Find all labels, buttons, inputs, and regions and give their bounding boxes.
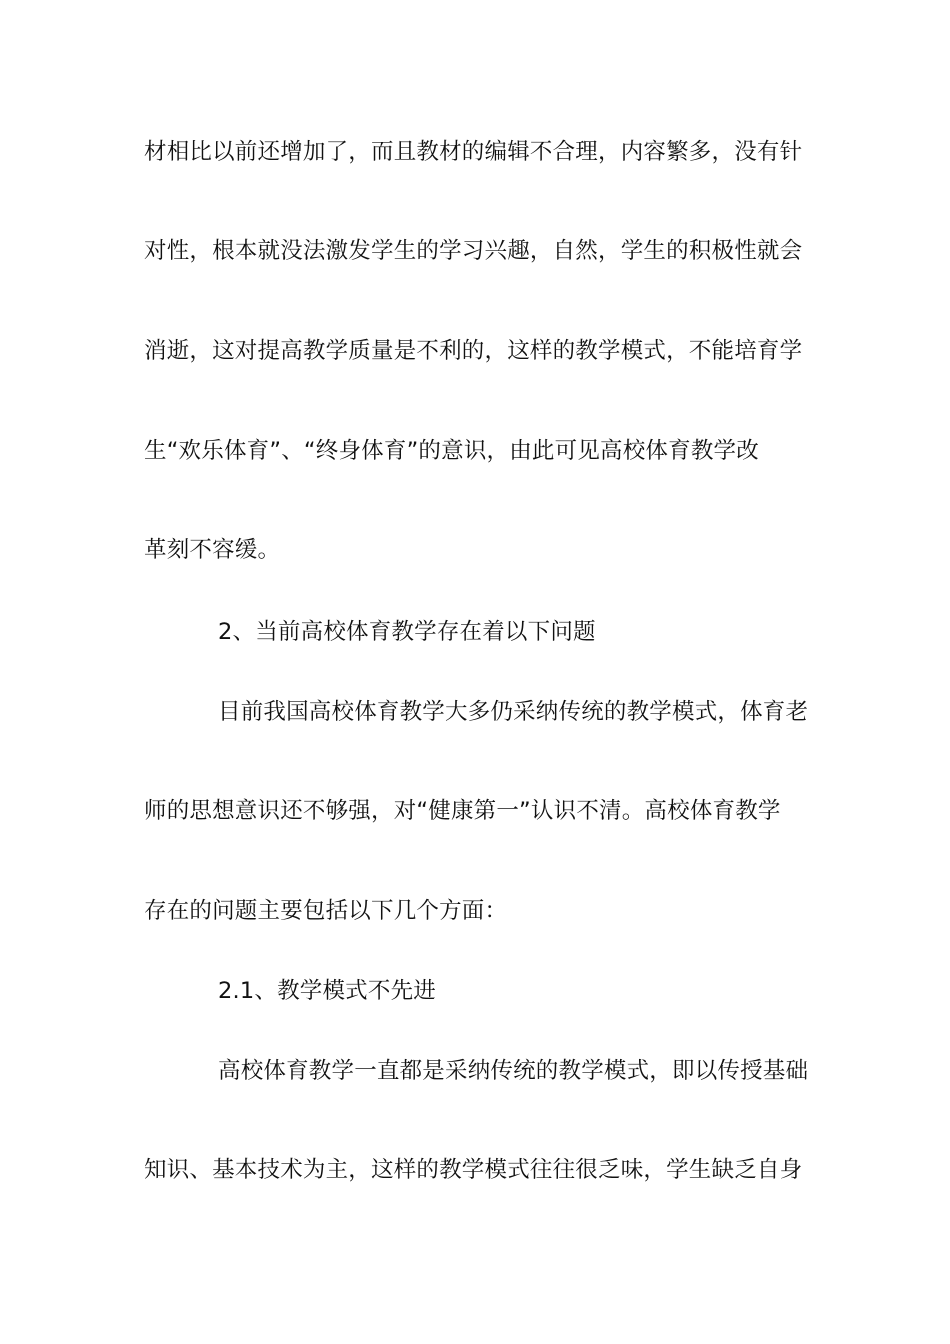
paragraph-line: 对性，根本就没法激发学生的学习兴趣，自然，学生的积极性就会 <box>144 238 803 264</box>
paragraph-line: 知识、基本技术为主，这样的教学模式往往很乏味，学生缺乏自身 <box>144 1157 803 1183</box>
paragraph-line: 高校体育教学一直都是采纳传统的教学模式，即以传授基础 <box>218 1058 809 1084</box>
paragraph-line: 消逝，这对提高教学质量是不利的，这样的教学模式，不能培育学 <box>144 338 803 364</box>
paragraph-line: 生“欢乐体育”、“终身体育”的意识，由此可见高校体育教学改 <box>144 438 759 464</box>
section-heading: 2、当前高校体育教学存在着以下问题 <box>218 619 596 645</box>
paragraph-line: 师的思想意识还不够强，对“健康第一”认识不清。高校体育教学 <box>144 798 781 824</box>
paragraph-line: 存在的问题主要包括以下几个方面： <box>144 898 508 924</box>
paragraph-line: 材相比以前还增加了，而且教材的编辑不合理，内容繁多，没有针 <box>144 139 803 165</box>
paragraph-line: 革刻不容缓。 <box>144 537 281 563</box>
subsection-heading: 2.1、教学模式不先进 <box>218 978 436 1004</box>
paragraph-line: 目前我国高校体育教学大多仍采纳传统的教学模式，体育老 <box>218 699 809 725</box>
